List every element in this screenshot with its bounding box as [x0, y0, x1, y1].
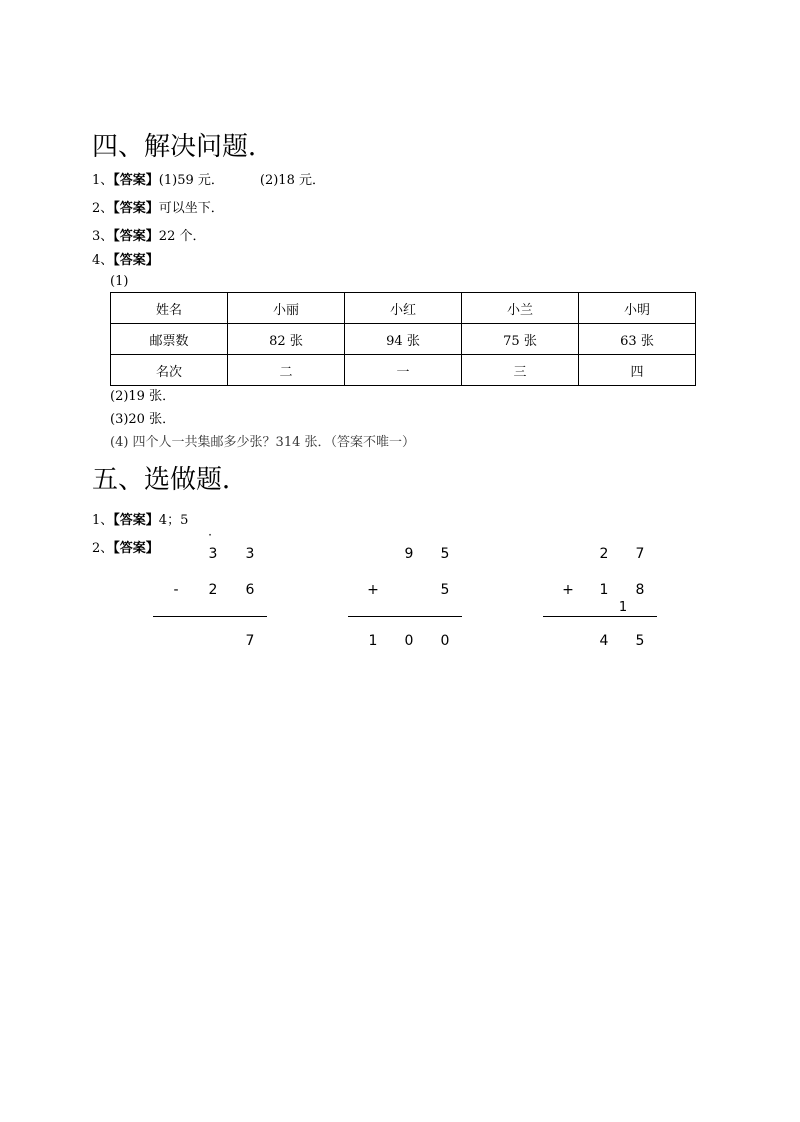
answer-1 — [92, 172, 325, 190]
answer-4-part1: (1) — [110, 274, 129, 289]
section4-title: 四、解决问题． — [92, 132, 275, 162]
carry-digit: 1 — [618, 600, 628, 615]
table-cell: 一 — [345, 355, 462, 386]
answer-4-tag: 【答案】 — [113, 253, 159, 268]
answer-1-part1: (1)59 元． — [158, 173, 224, 188]
choice-answer-1-text: 4；5 — [158, 513, 189, 528]
table-cell: 四 — [579, 355, 696, 386]
calc3-digit: 2 — [599, 546, 609, 562]
calc2-digit: 5 — [440, 546, 450, 562]
minus-sign: - — [173, 582, 179, 598]
table-cell: 63 张 — [579, 324, 696, 355]
calc3-result: 4 — [599, 633, 609, 649]
table-row — [111, 324, 696, 355]
calc1-digit: 2 — [208, 582, 218, 598]
plus-sign: + — [562, 582, 574, 598]
calc1-result: 7 — [245, 633, 255, 649]
choice-answer-1-tag: 【答案】 — [113, 513, 159, 528]
calc2-line — [348, 616, 462, 617]
answer-2-tag: 【答案】 — [113, 201, 159, 216]
table-cell: 小红 — [345, 293, 462, 324]
table-cell: 小丽 — [228, 293, 345, 324]
answer-4-part4: (4) 四个人一共集邮多少张？314 张．（答案不唯一） — [110, 435, 415, 450]
answer-3-num: 3、 — [92, 229, 114, 244]
calc1-digit: 3 — [245, 546, 255, 562]
choice-answer-2-tag: 【答案】 — [113, 541, 159, 556]
table-cell: 小兰 — [462, 293, 579, 324]
calc2-result: 0 — [440, 633, 450, 649]
table-cell: 94 张 — [345, 324, 462, 355]
table-cell: 二 — [228, 355, 345, 386]
calc1-line — [153, 616, 267, 617]
answer-2-num: 2、 — [92, 201, 114, 216]
section5-title: 五、选做题． — [92, 465, 249, 495]
answer-2-text: 可以坐下． — [158, 201, 224, 216]
calc2-result: 1 — [368, 633, 378, 649]
answer-1-part2: (2)18 元． — [259, 173, 325, 188]
calc1-digit: 6 — [245, 582, 255, 598]
table-cell: 小明 — [579, 293, 696, 324]
calc3-digit: 8 — [635, 582, 645, 598]
choice-answer-2-num: 2、 — [92, 541, 114, 556]
answer-1-num: 1、 — [92, 173, 114, 188]
calc3-line — [543, 616, 657, 617]
table-cell: 邮票数 — [111, 324, 228, 355]
table-cell: 75 张 — [462, 324, 579, 355]
answer-3-tag: 【答案】 — [113, 229, 159, 244]
table-row — [111, 355, 696, 386]
table-cell: 名次 — [111, 355, 228, 386]
calc2-digit: 5 — [440, 582, 450, 598]
plus-sign: + — [367, 582, 379, 598]
answer-2 — [92, 200, 224, 218]
choice-answer-1 — [92, 512, 188, 530]
borrow-dot: · — [208, 528, 212, 542]
choice-answer-1-num: 1、 — [92, 513, 114, 528]
answer-3-text: 22 个． — [158, 229, 206, 244]
table-cell: 三 — [462, 355, 579, 386]
table-cell: 82 张 — [228, 324, 345, 355]
choice-answer-2 — [92, 540, 159, 558]
answer-4-part3: (3)20 张． — [110, 412, 176, 427]
answer-3 — [92, 228, 205, 246]
table-cell: 姓名 — [111, 293, 228, 324]
calc3-digit: 7 — [635, 546, 645, 562]
answer-4 — [92, 252, 159, 270]
stamp-table — [110, 292, 696, 386]
calc1-digit: 3 — [208, 546, 218, 562]
answer-4-num: 4、 — [92, 253, 114, 268]
calc2-result: 0 — [404, 633, 414, 649]
answer-1-tag: 【答案】 — [113, 173, 159, 188]
answer-4-part2: (2)19 张． — [110, 389, 176, 404]
calc3-digit: 1 — [599, 582, 609, 598]
calc3-result: 5 — [635, 633, 645, 649]
calc2-digit: 9 — [404, 546, 414, 562]
table-row — [111, 293, 696, 324]
